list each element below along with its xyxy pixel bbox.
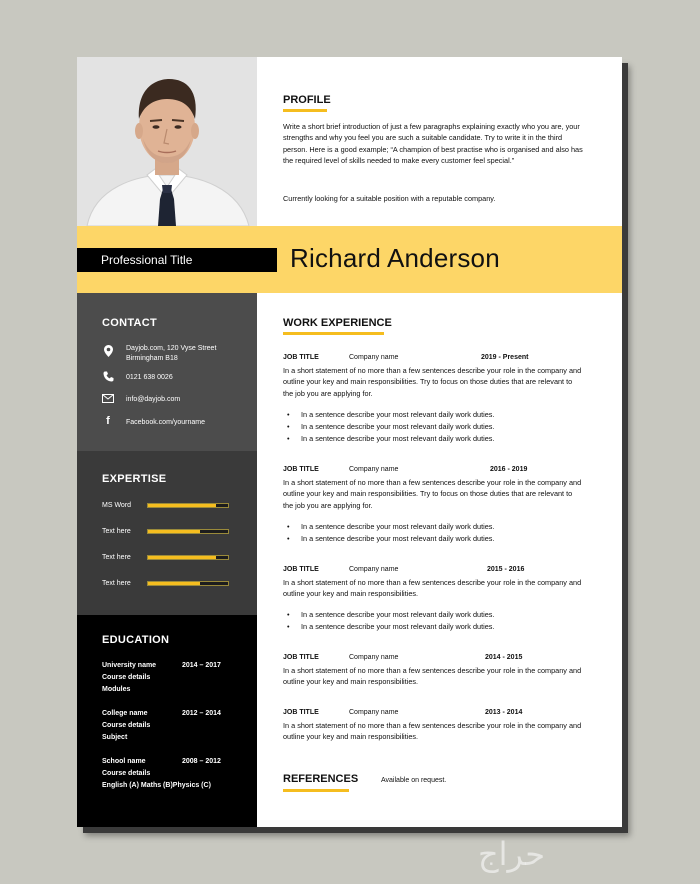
education-institution: School name — [102, 758, 146, 765]
skill-label: Text here — [102, 528, 131, 535]
watermark-logo: حراج — [478, 835, 545, 873]
facebook-icon: f — [106, 415, 110, 427]
job-bullet: • In a sentence describe your most relevant daily work duties. — [287, 610, 495, 619]
job-title: JOB TITLE — [283, 354, 319, 361]
job-title: JOB TITLE — [283, 654, 319, 661]
job-bullet: • In a sentence describe your most relevant daily work duties. — [287, 522, 495, 531]
profile-underline — [283, 109, 327, 112]
professional-title: Professional Title — [77, 248, 277, 272]
job-bullet: • In a sentence describe your most relevant daily work duties. — [287, 422, 495, 431]
job-title: JOB TITLE — [283, 566, 319, 573]
job-bullet: • In a sentence describe your most relevant daily work duties. — [287, 410, 495, 419]
skill-bar — [147, 581, 229, 586]
education-years: 2008 – 2012 — [182, 758, 221, 765]
education-entry — [102, 660, 156, 696]
resume-page — [77, 57, 622, 827]
references-text: Available on request. — [381, 777, 447, 784]
profile-paragraph: Currently looking for a suitable position with a reputable company. — [283, 194, 496, 203]
education-course: Course details — [102, 674, 151, 681]
references-heading: REFERENCES — [283, 773, 359, 785]
work-experience-underline — [283, 332, 384, 335]
contact-heading: CONTACT — [102, 317, 158, 329]
job-company: Company name — [349, 354, 399, 361]
contact-address: Dayjob.com, 120 Vyse Street Birmingham B18 — [126, 345, 217, 362]
education-entry — [102, 708, 150, 744]
job-company: Company name — [349, 466, 399, 473]
job-summary: In a short statement of no more than a few sentences describe your role in the company and outline your key and main responsibilities. — [283, 666, 582, 687]
job-summary: In a short statement of no more than a few sentences describe your role in the company and outline your key and main responsibilities. Try to focus on those duties that are relevant to the job you are applying for. — [283, 478, 582, 510]
education-section — [77, 615, 257, 827]
expertise-heading: EXPERTISE — [102, 473, 167, 485]
profile-paragraph: Write a short brief introduction of just a few paragraphs explaining exactly who you are, your strengths and why you feel you are such a suitable candidate. Try to write it in the third person. Here is a good example; “A champion of best practise who is organised and also has the required level of skills needed to make every customer feel special.” — [283, 122, 583, 166]
job-dates: 2013 - 2014 — [485, 709, 523, 716]
profile-heading: PROFILE — [283, 94, 331, 106]
job-company: Company name — [349, 654, 399, 661]
education-institution: College name — [102, 710, 148, 717]
job-company: Company name — [349, 566, 399, 573]
job-dates: 2016 - 2019 — [490, 466, 528, 473]
contact-section — [77, 293, 257, 451]
job-summary: In a short statement of no more than a few sentences describe your role in the company and outline your key and main responsibilities. — [283, 721, 582, 742]
education-years: 2014 – 2017 — [182, 662, 221, 669]
profile-photo — [77, 57, 257, 226]
job-summary: In a short statement of no more than a few sentences describe your role in the company and outline your key and main responsibilities. — [283, 578, 582, 599]
skill-bar — [147, 529, 229, 534]
candidate-name: Richard Anderson — [290, 243, 500, 273]
job-company: Company name — [349, 709, 399, 716]
contact-email: info@dayjob.com — [126, 396, 181, 403]
references-underline — [283, 789, 349, 792]
education-course: Course details — [102, 722, 151, 729]
contact-phone: 0121 638 0026 — [126, 374, 173, 381]
email-icon — [102, 394, 114, 406]
contact-facebook: Facebook.com/yourname — [126, 419, 205, 426]
job-dates: 2014 - 2015 — [485, 654, 523, 661]
education-course: Course details — [102, 770, 151, 777]
job-summary: In a short statement of no more than a few sentences describe your role in the company and outline your key and main responsibilities. Try to focus on those duties that are relevant to the job you are applying for. — [283, 366, 582, 398]
skill-bar — [147, 555, 229, 560]
skill-label: MS Word — [102, 502, 132, 509]
expertise-section — [77, 451, 257, 615]
education-years: 2012 – 2014 — [182, 710, 221, 717]
job-dates: 2015 - 2016 — [487, 566, 525, 573]
education-detail: Modules — [102, 686, 131, 693]
work-experience-heading: WORK EXPERIENCE — [283, 317, 392, 329]
job-bullet: • In a sentence describe your most relevant daily work duties. — [287, 622, 495, 631]
education-detail: English (A) Maths (B)Physics (C) — [102, 782, 211, 789]
phone-icon — [102, 371, 114, 385]
skill-bar — [147, 503, 229, 508]
job-title: JOB TITLE — [283, 466, 319, 473]
education-heading: EDUCATION — [102, 634, 170, 646]
skill-label: Text here — [102, 580, 131, 587]
job-bullet: • In a sentence describe your most relevant daily work duties. — [287, 534, 495, 543]
job-bullet: • In a sentence describe your most relevant daily work duties. — [287, 434, 495, 443]
education-institution: University name — [102, 662, 157, 669]
skill-label: Text here — [102, 554, 131, 561]
job-title: JOB TITLE — [283, 709, 319, 716]
education-detail: Subject — [102, 734, 128, 741]
location-pin-icon — [102, 345, 114, 360]
job-dates: 2019 - Present — [481, 354, 529, 361]
